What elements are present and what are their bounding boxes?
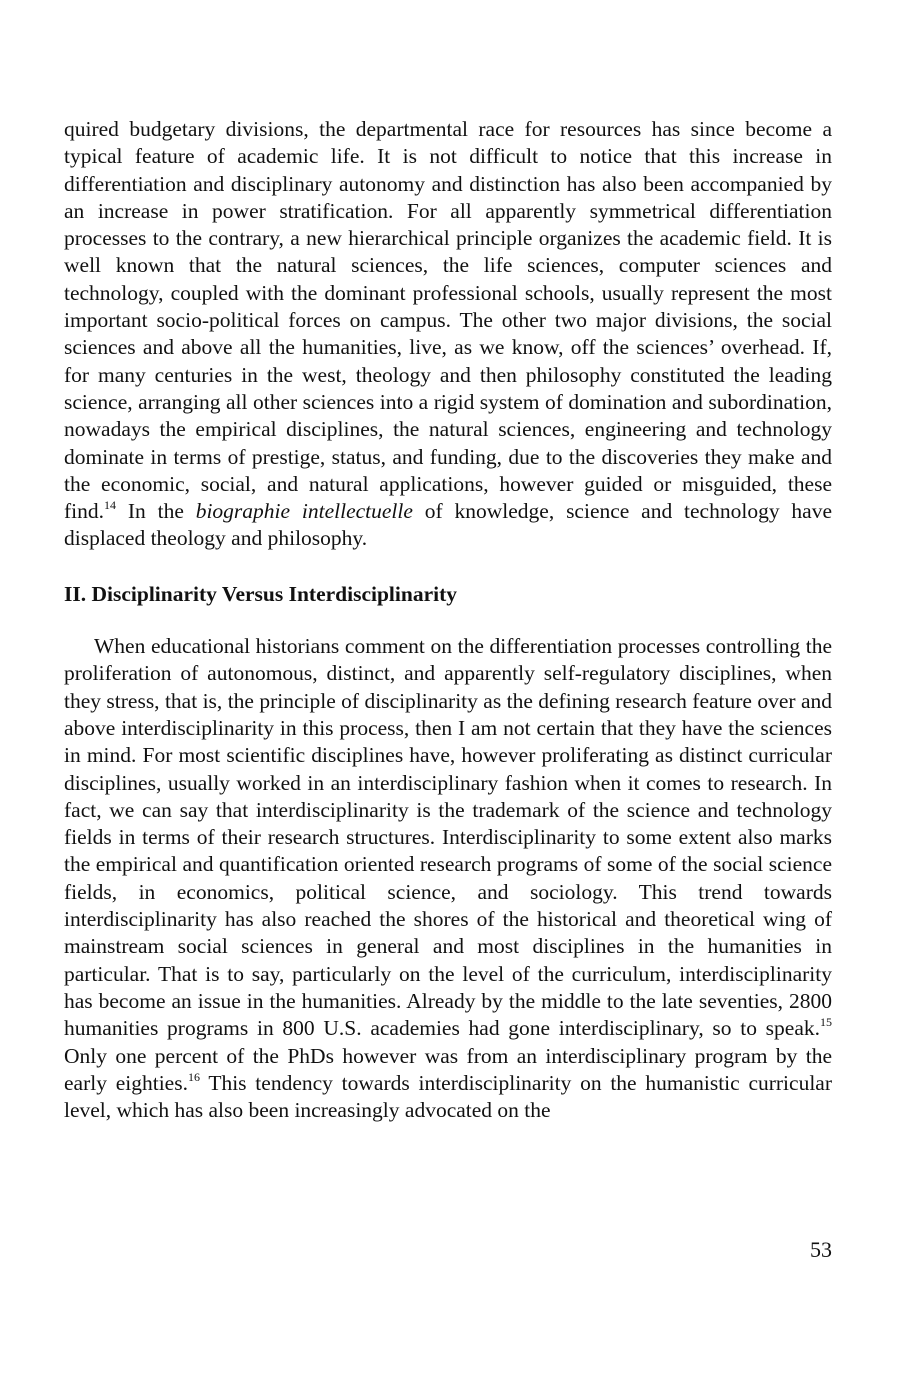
- paragraph-2-text-c: This tendency towards interdisciplinarity on the humanistic curricular level, which has also been increasingly advocated on the: [64, 1070, 832, 1123]
- paragraph-1-italic: biographie intellectuelle: [195, 499, 413, 524]
- footnote-ref-14: 14: [104, 498, 117, 513]
- paragraph-2-text-a: When educational historians comment on the differentiation processes controlling the proliferation of autonomous, distinct, and apparently self-regulatory disciplines, when they stress, that is, the principle of disciplinarity as the defining research feature over and above interdisciplinarity in this process, then I am not certain that they have the sciences in mind. For most scientific disciplines have, however proliferating as distinct curricular disciplines, usually worked in an interdisciplinary fashion when it comes to research. In fact, we can say that interdisciplinarity is the trademark of the science and technology fields in terms of their research structures. Interdisciplinarity to some extent also marks the empirical and quantification oriented research programs of some of the social science fields, in economics, political science, and sociology. This trend towards interdisciplinarity has also reached the shores of the historical and theoretical wing of mainstream social sciences in general and most disciplines in the humanities in particular. That is to say, particularly on the level of the curriculum, interdisciplinarity has become an issue in the humanities. Already by the middle to the late seventies, 2800 humanities programs in 800 U.S. academies had gone interdisciplinary, so to speak.: [64, 634, 832, 1041]
- paragraph-1: [64, 116, 832, 553]
- paragraph-2-text-b: Only one percent of the PhDs however was from an interdisciplinary program by the early eighties.: [64, 1043, 832, 1095]
- footnote-ref-15: 15: [820, 1015, 832, 1030]
- paragraph-1-text-c: of knowledge, science and technology have displaced theology and philosophy.: [64, 499, 832, 551]
- paragraph-1-text-a: quired budgetary divisions, the departmental race for resources has since become a typical feature of academic life. It is not difficult to notice that this increase in differentiation and disciplinary autonomy and distinction has also been accompanied by an increase in power stratification. For all apparently symmetrical differentiation processes to the contrary, a new hierarchical principle organizes the academic field. It is well known that the natural sciences, the life sciences, computer sciences and technology, coupled with the dominant professional schools, usually represent the most important socio-political forces on campus. The other two major divisions, the social sciences and above all the humanities, live, as we know, off the sciences’ overhead. If, for many centuries in the west, theology and then philosophy constituted the leading science, arranging all other sciences into a rigid system of domination and subordination, nowadays the empirical disciplines, the natural sciences, engineering and technology dominate in terms of prestige, status, and funding, due to the discoveries they make and the economic, social, and natural applications, however guided or misguided, these find.: [64, 117, 832, 524]
- footnote-ref-16: 16: [187, 1069, 200, 1084]
- paragraph-1-text-b: In the: [116, 499, 196, 524]
- section-heading: II. Disciplinarity Versus Interdisciplinarity: [64, 581, 458, 606]
- paragraph-2: [64, 633, 832, 1124]
- page-number: 53: [810, 1237, 832, 1262]
- page-body: [64, 116, 832, 1124]
